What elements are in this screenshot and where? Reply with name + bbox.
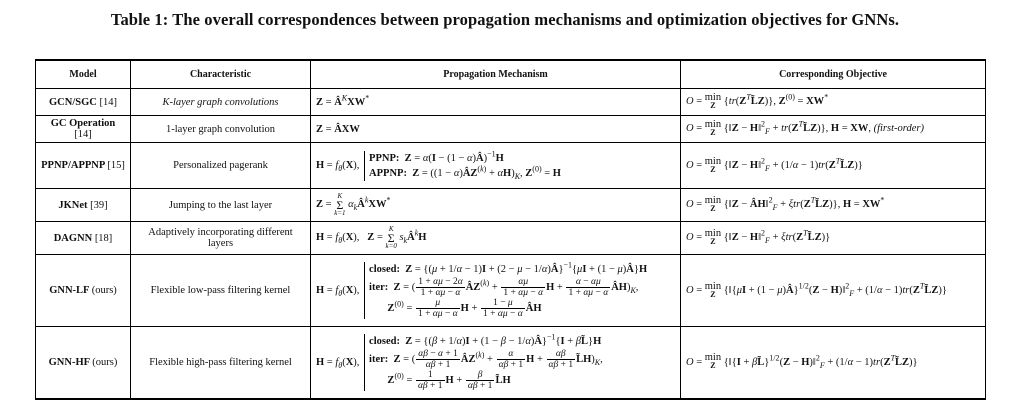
table-row-gc-operation bbox=[36, 116, 986, 143]
mechanism-cell: $Z = Â^KXW^*$ bbox=[311, 89, 681, 116]
objective-cell: O = min Z {‖Z − H‖$^2_F$ + $(1/\alpha - 1)tr(Z^TL̃Z)$} bbox=[681, 143, 986, 189]
header-characteristic: Characteristic bbox=[131, 60, 311, 89]
header-model: Model bbox=[36, 60, 131, 89]
model-cell: GNN-HF (ours) bbox=[36, 327, 131, 399]
model-cell: GNN-LF (ours) bbox=[36, 255, 131, 327]
objective-cell: O = min Z {‖{μI + (1 − μ)Â}$^{1/2}$(Z − H)‖$^2_F$ + $(1/\alpha - 1)tr(Z^TL̃Z)$} bbox=[681, 255, 986, 327]
characteristic-cell: Flexible high-pass filtering kernel bbox=[131, 327, 311, 399]
characteristic-cell: Personalized pagerank bbox=[131, 143, 311, 189]
characteristic-cell: Flexible low-pass filtering kernel bbox=[131, 255, 311, 327]
table-row-ppnp bbox=[36, 143, 986, 189]
mechanism-cell: $H = f_\theta(X)$, closed: Z = {(β + 1/α)I + (1 − β − 1/α)Â}$^{-1}${I + βL̃}H iter: Z = ( $\frac{\alpha\beta - \alpha + 1}{\alpha\beta + 1}$ $ÂZ^{(k)}$ + $\frac{\alpha}{\alpha\beta + 1}$ H + $\frac{\alpha\beta}{\alpha\beta + 1}$ $L̃H)_K$, $Z^{(0)}$ = $\frac{1}{\alpha\beta + 1}$ H + $\frac{\beta}{\alpha\beta + 1}$ L̃H bbox=[311, 327, 681, 399]
objective-cell: O = min Z {‖Z − H‖$^2_F$ + $tr(Z^TL̃Z)$}, H = XW, (first-order) bbox=[681, 116, 986, 143]
header-mechanism: Propagation Mechanism bbox=[311, 60, 681, 89]
table-row-gcn bbox=[36, 89, 986, 116]
table-row-gnn-lf bbox=[36, 255, 986, 327]
mechanism-cell: $H = f_\theta(X)$, Z = K Σ k=0 $s_kÂ^kH$ bbox=[311, 222, 681, 255]
model-cell: PPNP/APPNP [15] bbox=[36, 143, 131, 189]
objective-cell: O = min Z {‖{I + βL̃}$^{1/2}$(Z − H)‖$^2_F$ + $(1/\alpha - 1)tr(Z^TL̃Z)$} bbox=[681, 327, 986, 399]
objective-cell: O = min Z {‖Z − ÂH‖$^2_F$ + $\xi tr(Z^TL̃Z)$}, H = XW* bbox=[681, 189, 986, 222]
table-header-row bbox=[36, 60, 986, 89]
objective-cell: O = min Z $\{tr(Z^TL̃Z)\}$, $Z^{(0)} = XW^*$ bbox=[681, 89, 986, 116]
characteristic-cell: 1-layer graph convolution bbox=[131, 116, 311, 143]
model-cell: GCN/SGC [14] bbox=[36, 89, 131, 116]
table-row-jknet bbox=[36, 189, 986, 222]
table-row-dagnn bbox=[36, 222, 986, 255]
table-caption: Table 1: The overall correspondences between propagation mechanisms and optimization objectives for GNNs. bbox=[110, 10, 900, 29]
characteristic-cell: Adaptively incorporating different layers bbox=[131, 222, 311, 255]
model-cell: GC Operation [14] bbox=[36, 116, 131, 143]
table-row-gnn-hf bbox=[36, 327, 986, 399]
correspondence-table bbox=[35, 59, 986, 400]
objective-cell: O = min Z {‖Z − H‖$^2_F$ + $\xi tr(Z^TL̃Z)$} bbox=[681, 222, 986, 255]
mechanism-cell: Z = K Σ k=1 $\alpha_kÂ^kXW^*$ bbox=[311, 189, 681, 222]
characteristic-cell: K-layer graph convolutions bbox=[131, 89, 311, 116]
characteristic-cell: Jumping to the last layer bbox=[131, 189, 311, 222]
mechanism-cell: Z = ÂXW bbox=[311, 116, 681, 143]
mechanism-cell: $H = f_\theta(X)$, closed: Z = {(μ + 1/α − 1)I + (2 − μ − 1/α)Â}$^{-1}${μI + (1 − μ)Â}H iter: Z = ( $\frac{1 + \alpha\mu - 2\alpha}{1 + \alpha\mu - \alpha}$ $ÂZ^{(k)}$ + $\frac{\alpha\mu}{1 + \alpha\mu - \alpha}$ H + $\frac{\alpha - \alpha\mu}{1 + \alpha\mu - \alpha}$ $ÂH)_K$, $Z^{(0)}$ = $\frac{\mu}{1 + \alpha\mu - \alpha}$ H + $\frac{1 - \mu}{1 + \alpha\mu - \alpha}$ ÂH bbox=[311, 255, 681, 327]
mechanism-cell: $H = f_\theta(X)$, PPNP: Z = α(I − (1 − α)Â)$^{-1}$H APPNP: $Z = ((1 - \alpha)ÂZ^{(k)} + \alpha H)_K$, $Z^{(0)} = H$ bbox=[311, 143, 681, 189]
model-cell: JKNet [39] bbox=[36, 189, 131, 222]
header-objective: Corresponding Objective bbox=[681, 60, 986, 89]
model-cell: DAGNN [18] bbox=[36, 222, 131, 255]
